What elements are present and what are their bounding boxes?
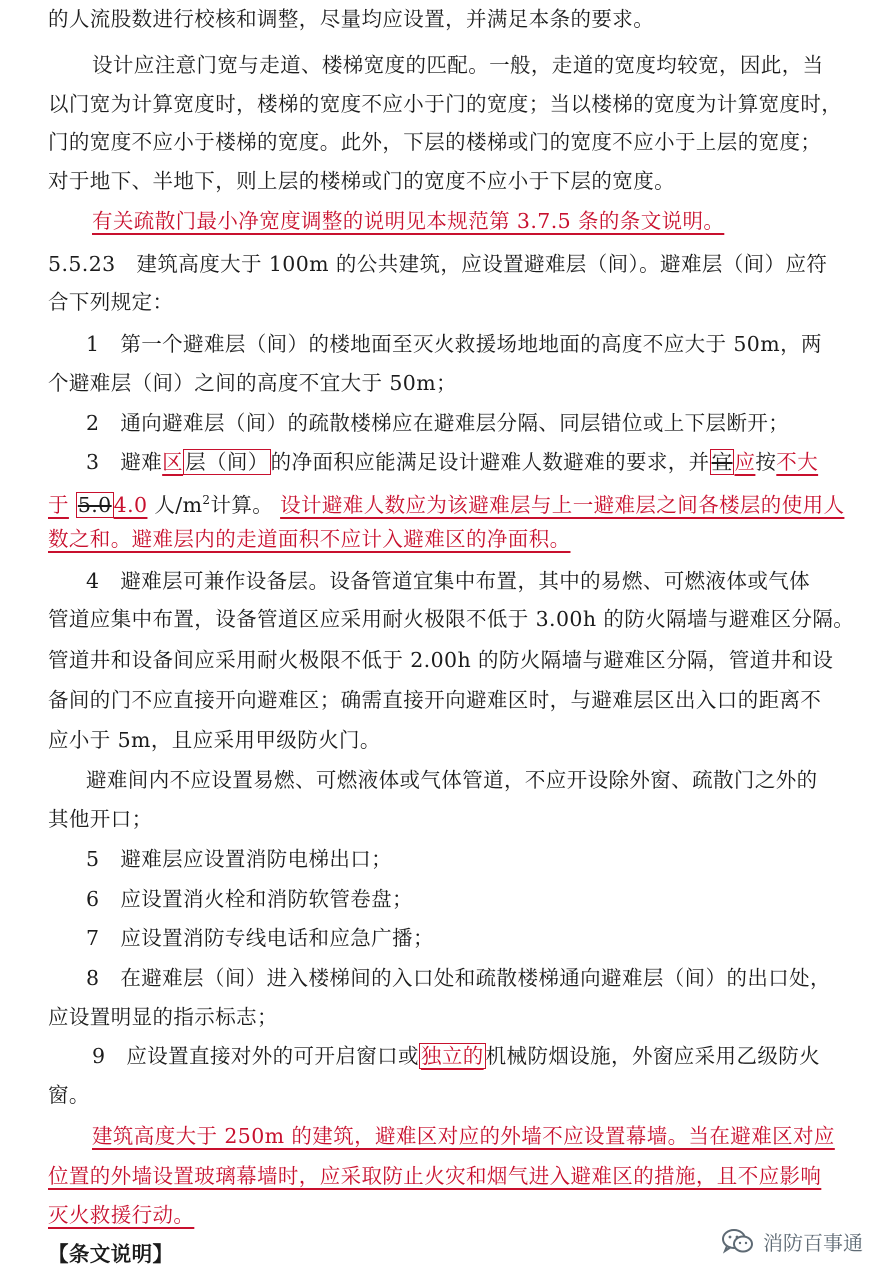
paragraph-line: 其他开口； <box>48 807 153 831</box>
paragraph-line: 对于地下、半地下，则上层的楼梯或门的宽度不应小于下层的宽度。 <box>48 169 675 193</box>
list-item-7: 7 应设置消防专线电话和应急广播； <box>86 926 434 950</box>
revision-note: 建筑高度大于 250m 的建筑，避难区对应的外墙不应设置幕墙。当在避难区对应 <box>92 1124 835 1148</box>
explanation-header: 【条文说明】 <box>48 1242 174 1266</box>
list-item-4: 备间的门不应直接开向避难区；确需直接开向避难区时，与避难层区出入口的距离不 <box>48 688 822 712</box>
paragraph-line: 门的宽度不应小于楼梯的宽度。此外，下层的楼梯或门的宽度不应小于上层的宽度； <box>48 130 822 154</box>
clause-heading: 合下列规定： <box>48 290 174 314</box>
inserted-text: 应 <box>734 450 756 474</box>
paragraph-line: 的人流股数进行校核和调整，尽量均应设置，并满足本条的要求。 <box>48 7 655 31</box>
paragraph-line: 以门宽为计算宽度时，楼梯的宽度不应小于门的宽度；当以楼梯的宽度为计算宽度时， <box>48 92 843 116</box>
inserted-text: 4.0 <box>113 492 148 517</box>
inserted-text: 区 <box>162 450 184 474</box>
list-item-6: 6 应设置消火栓和消防软管卷盘； <box>86 887 413 911</box>
inserted-text: 设计避难人数应为该避难层与上一避难层之间各楼层的使用人 <box>280 492 845 517</box>
paragraph-line: 设计应注意门宽与走道、楼梯宽度的匹配。一般，走道的宽度均较宽，因此，当 <box>92 53 824 77</box>
clause-heading: 5.5.23 建筑高度大于 100m 的公共建筑，应设置避难层（间）。避难层（间）应符 <box>48 252 828 276</box>
list-item-3: 于 5.04.0 人$/m^2$计算。 设计避难人数应为该避难层与上一避难层之间各楼层的使用人 <box>48 492 845 517</box>
list-item-9: 窗。 <box>48 1083 90 1107</box>
list-item-2: 2 通向避难层（间）的疏散楼梯应在避难层分隔、同层错位或上下层断开； <box>86 411 790 435</box>
list-item-3: 3 避难区层（间）的净面积应能满足设计避难人数避难的要求，并宜应按不大 <box>86 450 819 474</box>
list-item-4: 4 避难层可兼作设备层。设备管道宜集中布置，其中的易燃、可燃液体或气体 <box>86 569 811 593</box>
list-item-5: 5 避难层应设置消防电梯出口； <box>86 847 393 871</box>
wechat-icon <box>721 1228 755 1256</box>
revision-note: 位置的外墙设置玻璃幕墙时，应采取防止火灾和烟气进入避难区的措施，且不应影响 <box>48 1164 822 1188</box>
deleted-text: 宜 <box>711 450 733 474</box>
inserted-text: 不大 <box>776 450 819 474</box>
inserted-text: 独立的 <box>420 1044 484 1068</box>
deleted-text: 5.0 <box>77 492 112 517</box>
watermark <box>721 1227 863 1256</box>
list-item-4: 管道应集中布置，设备管道区应采用耐火极限不低于 3.00h 的防火隔墙与避难区分隔。 <box>48 607 855 631</box>
list-item-8: 应设置明显的指示标志； <box>48 1005 278 1029</box>
paragraph-line: 避难间内不应设置易燃、可燃液体或气体管道，不应开设除外窗、疏散门之外的 <box>86 768 818 792</box>
list-item-4: 应小于 5m，且应采用甲级防火门。 <box>48 728 381 752</box>
list-item-8: 8 在避难层（间）进入楼梯间的入口处和疏散楼梯通向避难层（间）的出口处， <box>86 966 831 990</box>
list-item-9: 9 应设置直接对外的可开启窗口或独立的机械防烟设施，外窗应采用乙级防火 <box>92 1044 821 1068</box>
revision-note: 有关疏散门最小净宽度调整的说明见本规范第 3.7.5 条的条文说明。 <box>92 209 725 233</box>
list-item-1: 1 第一个避难层（间）的楼地面至灭火救援场地地面的高度不应大于 50m，两 <box>86 332 822 356</box>
inserted-text: 数之和。避难层内的走道面积不应计入避难区的净面积。 <box>48 527 571 551</box>
list-item-1: 个避难层（间）之间的高度不宜大于 50m； <box>48 371 457 395</box>
inserted-text: 于 <box>48 492 69 517</box>
watermark-text: 消防百事通 <box>763 1231 863 1255</box>
list-item-4: 管道井和设备间应采用耐火极限不低于 2.00h 的防火隔墙与避难区分隔，管道井和设 <box>48 648 834 672</box>
revision-note: 灭火救援行动。 <box>48 1203 195 1227</box>
revised-text: 层（间） <box>185 450 269 474</box>
